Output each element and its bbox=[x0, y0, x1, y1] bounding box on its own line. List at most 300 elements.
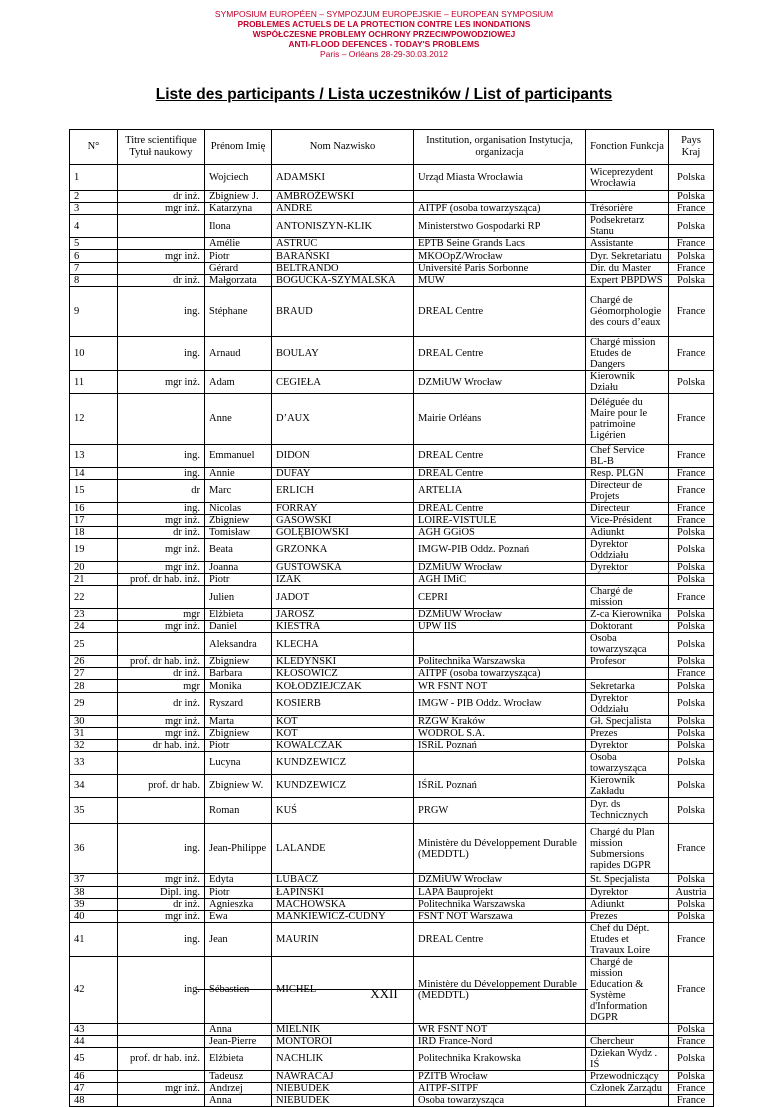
cell-lastname: FORRAY bbox=[272, 502, 414, 514]
cell-function: Prezes bbox=[586, 910, 669, 922]
cell-firstname: Zbigniew J. bbox=[205, 191, 272, 203]
cell-number: 42 bbox=[70, 956, 118, 1023]
cell-function: Directeur de Projets bbox=[586, 479, 669, 502]
cell-institution: DREAL Centre bbox=[414, 922, 586, 956]
cell-function: Expert PBPDWŚ bbox=[586, 274, 669, 286]
cell-lastname: NACHLIK bbox=[272, 1047, 414, 1070]
cell-firstname: Adam bbox=[205, 371, 272, 394]
cell-lastname: KOT bbox=[272, 727, 414, 739]
cell-firstname: Beata bbox=[205, 538, 272, 561]
cell-country: France bbox=[669, 1083, 714, 1095]
cell-firstname: Zbigniew bbox=[205, 656, 272, 668]
table-row bbox=[70, 886, 714, 898]
cell-number: 47 bbox=[70, 1083, 118, 1095]
cell-country: Polska bbox=[669, 609, 714, 621]
cell-title: mgr inż. bbox=[118, 538, 205, 561]
table-row bbox=[70, 479, 714, 502]
cell-title: dr inż. bbox=[118, 668, 205, 680]
cell-number: 18 bbox=[70, 526, 118, 538]
cell-firstname: Lucyna bbox=[205, 751, 272, 774]
cell-country: France bbox=[669, 922, 714, 956]
cell-title bbox=[118, 1070, 205, 1082]
cell-country: France bbox=[669, 467, 714, 479]
participants-table bbox=[69, 129, 714, 1107]
table-row bbox=[70, 165, 714, 191]
cell-number: 3 bbox=[70, 203, 118, 215]
table-row bbox=[70, 692, 714, 715]
table-row bbox=[70, 680, 714, 692]
cell-firstname: Anna bbox=[205, 1023, 272, 1035]
table-row bbox=[70, 538, 714, 561]
cell-function: St. Specjalista bbox=[586, 874, 669, 886]
cell-function: Chercheur bbox=[586, 1035, 669, 1047]
cell-lastname: KUŚ bbox=[272, 797, 414, 823]
cell-country: Polska bbox=[669, 898, 714, 910]
cell-lastname: KOT bbox=[272, 715, 414, 727]
cell-institution: ARTELIA bbox=[414, 479, 586, 502]
cell-firstname: Stéphane bbox=[205, 286, 272, 336]
cell-title: mgr inż. bbox=[118, 250, 205, 262]
cell-lastname: BELTRANDO bbox=[272, 262, 414, 274]
cell-firstname: Piotr bbox=[205, 886, 272, 898]
cell-country: Polska bbox=[669, 274, 714, 286]
cell-lastname: NIEBUDEK bbox=[272, 1095, 414, 1107]
table-body bbox=[70, 165, 714, 1107]
cell-firstname: Jean-Pierre bbox=[205, 1035, 272, 1047]
cell-title: ing. bbox=[118, 337, 205, 371]
cell-number: 46 bbox=[70, 1070, 118, 1082]
cell-country: France bbox=[669, 1035, 714, 1047]
cell-number: 31 bbox=[70, 727, 118, 739]
cell-title: prof. dr hab. bbox=[118, 774, 205, 797]
cell-lastname: ERLICH bbox=[272, 479, 414, 502]
cell-number: 23 bbox=[70, 609, 118, 621]
cell-function bbox=[586, 1095, 669, 1107]
table-row bbox=[70, 910, 714, 922]
header-line-4: ANTI-FLOOD DEFENCES - TODAY'S PROBLEMS bbox=[288, 39, 480, 49]
cell-firstname: Joanna bbox=[205, 561, 272, 573]
table-row bbox=[70, 215, 714, 238]
table-row bbox=[70, 1070, 714, 1082]
cell-title: mgr inż. bbox=[118, 621, 205, 633]
cell-lastname: KIESTRA bbox=[272, 621, 414, 633]
cell-function: Directeur bbox=[586, 502, 669, 514]
table-row bbox=[70, 621, 714, 633]
cell-country: Polska bbox=[669, 215, 714, 238]
cell-lastname: KOŁODZIEJCZAK bbox=[272, 680, 414, 692]
cell-country: Polska bbox=[669, 692, 714, 715]
cell-country: Polska bbox=[669, 1047, 714, 1070]
cell-country: Polska bbox=[669, 621, 714, 633]
cell-title: dr hab. inż. bbox=[118, 739, 205, 751]
cell-institution: WR FSNT NOT bbox=[414, 680, 586, 692]
cell-function: Przewodniczący bbox=[586, 1070, 669, 1082]
cell-number: 2 bbox=[70, 191, 118, 203]
cell-lastname: BOULAY bbox=[272, 337, 414, 371]
cell-institution: IŚRiL Poznań bbox=[414, 774, 586, 797]
cell-title bbox=[118, 1023, 205, 1035]
cell-firstname: Emmanuel bbox=[205, 444, 272, 467]
cell-country: Polska bbox=[669, 561, 714, 573]
cell-title bbox=[118, 1095, 205, 1107]
cell-institution: AITPF (osoba towarzysząca) bbox=[414, 203, 586, 215]
cell-lastname: AMBROŻEWSKI bbox=[272, 191, 414, 203]
cell-number: 19 bbox=[70, 538, 118, 561]
cell-institution bbox=[414, 191, 586, 203]
cell-country: Polska bbox=[669, 371, 714, 394]
cell-function: Chargé de mission Education & Système d'Information DGPR bbox=[586, 956, 669, 1023]
cell-firstname: Marta bbox=[205, 715, 272, 727]
cell-title: dr inż. bbox=[118, 898, 205, 910]
cell-institution: IRD France-Nord bbox=[414, 1035, 586, 1047]
cell-institution: DREAL Centre bbox=[414, 286, 586, 336]
cell-number: 9 bbox=[70, 286, 118, 336]
cell-function: Podsekretarz Stanu bbox=[586, 215, 669, 238]
cell-firstname: Gérard bbox=[205, 262, 272, 274]
cell-firstname: Piotr bbox=[205, 250, 272, 262]
cell-country: Polska bbox=[669, 165, 714, 191]
cell-institution: DREAL Centre bbox=[414, 502, 586, 514]
cell-lastname: GASOWSKI bbox=[272, 514, 414, 526]
cell-number: 21 bbox=[70, 574, 118, 586]
cell-lastname: MAŃKIEWICZ-CUDNY bbox=[272, 910, 414, 922]
cell-title: dr inż. bbox=[118, 191, 205, 203]
cell-firstname: Ewa bbox=[205, 910, 272, 922]
cell-title: dr bbox=[118, 479, 205, 502]
cell-number: 48 bbox=[70, 1095, 118, 1107]
cell-firstname: Ryszard bbox=[205, 692, 272, 715]
cell-institution: Politechnika Krakowska bbox=[414, 1047, 586, 1070]
cell-number: 37 bbox=[70, 874, 118, 886]
cell-firstname: Zbigniew bbox=[205, 727, 272, 739]
cell-title bbox=[118, 751, 205, 774]
cell-country: France bbox=[669, 394, 714, 444]
cell-function: Prezes bbox=[586, 727, 669, 739]
cell-number: 28 bbox=[70, 680, 118, 692]
cell-number: 44 bbox=[70, 1035, 118, 1047]
table-row bbox=[70, 668, 714, 680]
table-header-row bbox=[70, 130, 714, 165]
cell-institution: AITPF (osoba towarzysząca) bbox=[414, 668, 586, 680]
table-row bbox=[70, 1095, 714, 1107]
cell-title bbox=[118, 262, 205, 274]
cell-title: prof. dr hab. inż. bbox=[118, 574, 205, 586]
cell-title: Dipl. ing. bbox=[118, 886, 205, 898]
table-row bbox=[70, 286, 714, 336]
cell-title: prof. dr hab. inż. bbox=[118, 656, 205, 668]
cell-firstname: Julien bbox=[205, 586, 272, 609]
cell-number: 17 bbox=[70, 514, 118, 526]
cell-country: France bbox=[669, 238, 714, 250]
cell-lastname: GOLĘBIOWSKI bbox=[272, 526, 414, 538]
cell-function: Dir. du Master bbox=[586, 262, 669, 274]
symposium-header bbox=[0, 9, 768, 59]
cell-function: Profesor bbox=[586, 656, 669, 668]
table-row bbox=[70, 514, 714, 526]
col-header-num: N° bbox=[70, 130, 118, 165]
cell-institution: CEPRI bbox=[414, 586, 586, 609]
cell-title: ing. bbox=[118, 922, 205, 956]
cell-institution: PRGW bbox=[414, 797, 586, 823]
cell-institution: Urząd Miasta Wrocławia bbox=[414, 165, 586, 191]
page-title-text: Liste des participants / Lista uczestników / List of participants bbox=[155, 86, 613, 103]
cell-lastname: KOWALCZAK bbox=[272, 739, 414, 751]
cell-number: 15 bbox=[70, 479, 118, 502]
cell-number: 38 bbox=[70, 886, 118, 898]
table-row bbox=[70, 337, 714, 371]
cell-function: Assistante bbox=[586, 238, 669, 250]
cell-function: Chef du Dépt. Etudes et Travaux Loire bbox=[586, 922, 669, 956]
table-row bbox=[70, 715, 714, 727]
cell-country: Polska bbox=[669, 538, 714, 561]
cell-lastname: KLECHA bbox=[272, 633, 414, 656]
cell-country: Polska bbox=[669, 715, 714, 727]
cell-lastname: LUBACZ bbox=[272, 874, 414, 886]
table-row bbox=[70, 727, 714, 739]
cell-institution: UPW IIŚ bbox=[414, 621, 586, 633]
cell-institution: PZITB Wrocław bbox=[414, 1070, 586, 1082]
cell-title: ing. bbox=[118, 467, 205, 479]
table-row bbox=[70, 609, 714, 621]
table-row bbox=[70, 1035, 714, 1047]
cell-institution: DZMiUW Wrocław bbox=[414, 561, 586, 573]
cell-country: Polska bbox=[669, 727, 714, 739]
cell-institution: Ministère du Développement Durable (MEDDTL) bbox=[414, 956, 586, 1023]
cell-firstname: Zbigniew W. bbox=[205, 774, 272, 797]
table-row bbox=[70, 502, 714, 514]
col-header-function: Fonction Funkcja bbox=[586, 130, 669, 165]
cell-institution: WR FSNT NOT bbox=[414, 1023, 586, 1035]
header-line-3: WSPÓŁCZESNE PROBLEMY OCHRONY PRZECIWPOWODZIOWEJ bbox=[252, 29, 516, 39]
cell-number: 10 bbox=[70, 337, 118, 371]
cell-institution: Osoba towarzysząca bbox=[414, 1095, 586, 1107]
cell-lastname: KLEDYŃSKI bbox=[272, 656, 414, 668]
cell-lastname: JADOT bbox=[272, 586, 414, 609]
cell-title: dr inż. bbox=[118, 274, 205, 286]
table-row bbox=[70, 586, 714, 609]
cell-country: France bbox=[669, 479, 714, 502]
cell-firstname: Aleksandra bbox=[205, 633, 272, 656]
cell-title bbox=[118, 215, 205, 238]
table-row bbox=[70, 656, 714, 668]
cell-number: 20 bbox=[70, 561, 118, 573]
cell-title: dr inż. bbox=[118, 526, 205, 538]
table-row bbox=[70, 898, 714, 910]
table-row bbox=[70, 1047, 714, 1070]
page-title bbox=[0, 86, 768, 104]
cell-firstname: Katarzyna bbox=[205, 203, 272, 215]
table-row bbox=[70, 1023, 714, 1035]
cell-function: Chargé de mission bbox=[586, 586, 669, 609]
cell-function: Chargé du Plan mission Submersions rapides DGPR bbox=[586, 824, 669, 874]
cell-lastname: MACHOWSKA bbox=[272, 898, 414, 910]
cell-function bbox=[586, 574, 669, 586]
cell-lastname: ŁAPIŃSKI bbox=[272, 886, 414, 898]
cell-country: Polska bbox=[669, 250, 714, 262]
table-row bbox=[70, 824, 714, 874]
cell-country: France bbox=[669, 262, 714, 274]
cell-firstname: Agnieszka bbox=[205, 898, 272, 910]
cell-number: 24 bbox=[70, 621, 118, 633]
table-row bbox=[70, 561, 714, 573]
table-row bbox=[70, 238, 714, 250]
cell-lastname: MONTOROI bbox=[272, 1035, 414, 1047]
cell-number: 13 bbox=[70, 444, 118, 467]
cell-country: France bbox=[669, 286, 714, 336]
cell-institution: MKOOpZ/Wrocław bbox=[414, 250, 586, 262]
cell-number: 16 bbox=[70, 502, 118, 514]
cell-country: France bbox=[669, 1095, 714, 1107]
cell-country: Polska bbox=[669, 874, 714, 886]
cell-country: Polska bbox=[669, 191, 714, 203]
cell-country: Polska bbox=[669, 633, 714, 656]
table-row bbox=[70, 751, 714, 774]
cell-firstname: Jean-Philippe bbox=[205, 824, 272, 874]
cell-country: Polska bbox=[669, 1023, 714, 1035]
cell-country: France bbox=[669, 824, 714, 874]
cell-number: 35 bbox=[70, 797, 118, 823]
table-row bbox=[70, 1083, 714, 1095]
cell-title: ing. bbox=[118, 824, 205, 874]
cell-lastname: BOGUCKA-SZYMALSKA bbox=[272, 274, 414, 286]
cell-institution: AGH GGiOŚ bbox=[414, 526, 586, 538]
cell-institution: IŚRiL Poznań bbox=[414, 739, 586, 751]
cell-function: Déléguée du Maire pour le patrimoine Ligérien bbox=[586, 394, 669, 444]
cell-institution bbox=[414, 751, 586, 774]
cell-institution: RZGW Kraków bbox=[414, 715, 586, 727]
table-row bbox=[70, 444, 714, 467]
table-row bbox=[70, 797, 714, 823]
cell-number: 41 bbox=[70, 922, 118, 956]
cell-firstname: Tomisław bbox=[205, 526, 272, 538]
cell-function: Dyr. Sekretariatu bbox=[586, 250, 669, 262]
cell-function: Trésorière bbox=[586, 203, 669, 215]
cell-country: France bbox=[669, 502, 714, 514]
cell-firstname: Anna bbox=[205, 1095, 272, 1107]
cell-function bbox=[586, 668, 669, 680]
page-number: XXII bbox=[370, 986, 398, 1001]
cell-institution: Université Paris Sorbonne bbox=[414, 262, 586, 274]
cell-function: Dyr. ds Technicznych bbox=[586, 797, 669, 823]
cell-lastname: KUNDZEWICZ bbox=[272, 774, 414, 797]
cell-firstname: Monika bbox=[205, 680, 272, 692]
cell-title: prof. dr hab. inż. bbox=[118, 1047, 205, 1070]
cell-firstname: Piotr bbox=[205, 739, 272, 751]
cell-number: 4 bbox=[70, 215, 118, 238]
cell-number: 39 bbox=[70, 898, 118, 910]
cell-institution: IMGW-PIB Oddz. Poznań bbox=[414, 538, 586, 561]
cell-number: 30 bbox=[70, 715, 118, 727]
cell-title bbox=[118, 586, 205, 609]
cell-title: mgr inż. bbox=[118, 874, 205, 886]
cell-lastname: BARAŃSKI bbox=[272, 250, 414, 262]
table-row bbox=[70, 774, 714, 797]
cell-function: Dyrektor Oddziału bbox=[586, 538, 669, 561]
cell-lastname: ASTRUC bbox=[272, 238, 414, 250]
cell-country: Polska bbox=[669, 656, 714, 668]
table-row bbox=[70, 250, 714, 262]
cell-number: 36 bbox=[70, 824, 118, 874]
cell-country: Polska bbox=[669, 739, 714, 751]
cell-function: Dyrektor bbox=[586, 561, 669, 573]
table-row bbox=[70, 274, 714, 286]
cell-number: 1 bbox=[70, 165, 118, 191]
header-line-2: PROBLEMES ACTUELS DE LA PROTECTION CONTRE LES INONDATIONS bbox=[237, 19, 531, 29]
cell-firstname: Nicolas bbox=[205, 502, 272, 514]
cell-lastname: JAROSZ bbox=[272, 609, 414, 621]
cell-number: 6 bbox=[70, 250, 118, 262]
cell-lastname: ADAMSKI bbox=[272, 165, 414, 191]
cell-institution: IMGW - PIB Oddz. Wrocław bbox=[414, 692, 586, 715]
cell-country: Polska bbox=[669, 1070, 714, 1082]
table-row bbox=[70, 874, 714, 886]
cell-country: Austria bbox=[669, 886, 714, 898]
cell-institution: AITPF-SITPF bbox=[414, 1083, 586, 1095]
cell-number: 22 bbox=[70, 586, 118, 609]
cell-country: Polska bbox=[669, 774, 714, 797]
cell-country: Polska bbox=[669, 680, 714, 692]
table-row bbox=[70, 467, 714, 479]
cell-lastname: MIELNIK bbox=[272, 1023, 414, 1035]
cell-lastname: NAWRACAJ bbox=[272, 1070, 414, 1082]
cell-title bbox=[118, 394, 205, 444]
cell-function: Z-ca Kierownika bbox=[586, 609, 669, 621]
cell-firstname: Annie bbox=[205, 467, 272, 479]
cell-country: Polska bbox=[669, 797, 714, 823]
col-header-lastname: Nom Nazwisko bbox=[272, 130, 414, 165]
cell-function: Kierownik Działu bbox=[586, 371, 669, 394]
cell-number: 43 bbox=[70, 1023, 118, 1035]
cell-title: mgr inż. bbox=[118, 1083, 205, 1095]
cell-number: 25 bbox=[70, 633, 118, 656]
cell-firstname: Barbara bbox=[205, 668, 272, 680]
cell-function: Chargé mission Etudes de Dangers bbox=[586, 337, 669, 371]
cell-number: 32 bbox=[70, 739, 118, 751]
cell-lastname: LALANDE bbox=[272, 824, 414, 874]
cell-country: France bbox=[669, 586, 714, 609]
cell-firstname: Jean bbox=[205, 922, 272, 956]
cell-institution: Ministerstwo Gospodarki RP bbox=[414, 215, 586, 238]
cell-firstname: Edyta bbox=[205, 874, 272, 886]
cell-number: 14 bbox=[70, 467, 118, 479]
cell-title: ing. bbox=[118, 956, 205, 1023]
cell-lastname: GRZONKA bbox=[272, 538, 414, 561]
cell-title bbox=[118, 797, 205, 823]
col-header-title: Titre scientifique Tytuł naukowy bbox=[118, 130, 205, 165]
cell-firstname: Daniel bbox=[205, 621, 272, 633]
cell-institution: Ministère du Développement Durable (MEDDTL) bbox=[414, 824, 586, 874]
cell-number: 26 bbox=[70, 656, 118, 668]
header-line-1: SYMPOSIUM EUROPÉEN – SYMPOZJUM EUROPEJSKIE – EUROPEAN SYMPOSIUM bbox=[214, 9, 554, 19]
cell-institution bbox=[414, 633, 586, 656]
cell-title: mgr inż. bbox=[118, 514, 205, 526]
cell-lastname: D’AUX bbox=[272, 394, 414, 444]
cell-function: Dyrektor Oddziału bbox=[586, 692, 669, 715]
cell-country: France bbox=[669, 514, 714, 526]
cell-firstname: Tadeusz bbox=[205, 1070, 272, 1082]
cell-title: mgr bbox=[118, 609, 205, 621]
cell-title: mgr inż. bbox=[118, 715, 205, 727]
cell-function bbox=[586, 1023, 669, 1035]
table-row bbox=[70, 262, 714, 274]
cell-firstname: Małgorzata bbox=[205, 274, 272, 286]
cell-title: mgr inż. bbox=[118, 561, 205, 573]
cell-function: Chargé de Géomorphologie des cours d’eaux bbox=[586, 286, 669, 336]
cell-title: ing. bbox=[118, 502, 205, 514]
cell-function: Vice-Président bbox=[586, 514, 669, 526]
cell-institution: FSNT NOT Warszawa bbox=[414, 910, 586, 922]
cell-firstname: Zbigniew bbox=[205, 514, 272, 526]
